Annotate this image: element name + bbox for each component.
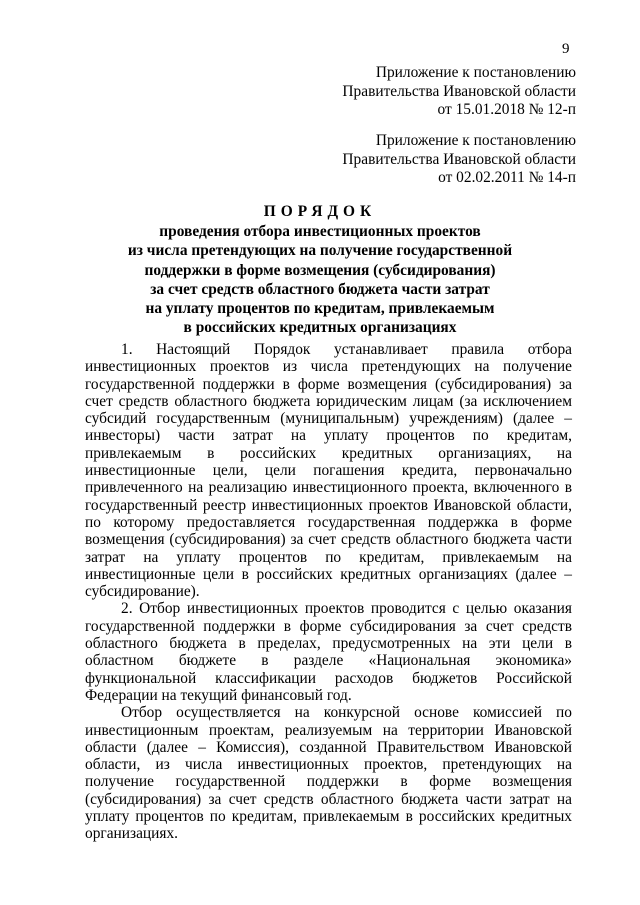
- appendix-line: Приложение к постановлению: [375, 132, 576, 149]
- appendix-note-original: [342, 132, 576, 188]
- page-number: 9: [562, 41, 570, 57]
- document-title: [0, 202, 640, 337]
- appendix-line: от 15.01.2018 № 12-п: [437, 101, 576, 118]
- appendix-line: от 02.02.2011 № 14-п: [438, 169, 576, 186]
- title-line: проведения отбора инвестиционных проектов: [159, 223, 481, 241]
- title-line: из числа претендующих на получение государственной: [127, 242, 513, 260]
- paragraph-3: Отбор осуществляется на конкурсной основе комиссией по инвестиционным проектам, реализуемым на территории Ивановской области (далее – Комиссия), созданной Правительством Ивановской области, из числа инвестиционных проектов, претендующих на получение государственной поддержки в форме возмещения (субсидирования) за счет средств областного бюджета части затрат на уплату процентов по кредитам, привлекаемым в российских кредитных организациях.: [85, 704, 572, 843]
- document-body: [85, 341, 572, 843]
- title-line: на уплату процентов по кредитам, привлекаемым: [145, 300, 495, 318]
- paragraph-2: 2. Отбор инвестиционных проектов проводится с целью оказания государственной поддержки в форме субсидирования за счет средств областного бюджета в пределах, предусмотренных на эти цели в областном бюджете в разделе «Национальная экономика» функциональной классификации расходов бюджетов Российской Федерации на текущий финансовый год.: [85, 600, 572, 704]
- appendix-line: Приложение к постановлению: [375, 64, 576, 81]
- paragraph-1: 1. Настоящий Порядок устанавливает правила отбора инвестиционных проектов из числа претендующих на получение государственной поддержки в форме возмещения (субсидирования) за счет средств областного бюджета юридическим лицам (за исключением субсидий государственным (муниципальным) учреждениям) (далее – инвесторы) части затрат на уплату процентов по кредитам, привлекаемым в российских кредитных организациях, на инвестиционные цели, цели погашения кредита, первоначально привлеченного на реализацию инвестиционного проекта, включенного в государственный реестр инвестиционных проектов Ивановской области, по которому предоставляется государственная поддержка в форме возмещения (субсидирования) за счет средств областного бюджета части затрат на уплату процентов по кредитам, привлекаемым на инвестиционные цели в российских кредитных организациях (далее – субсидирование).: [85, 341, 572, 601]
- appendix-line: Правительства Ивановской области: [342, 82, 576, 100]
- title-line: в российских кредитных организациях: [183, 319, 457, 337]
- appendix-note-current: [342, 64, 576, 120]
- title-word: ПОРЯДОК: [263, 203, 377, 220]
- appendix-line: Правительства Ивановской области: [342, 150, 576, 168]
- title-line: поддержки в форме возмещения (субсидирования): [144, 261, 496, 279]
- title-line: за счет средств областного бюджета части затрат: [150, 280, 490, 298]
